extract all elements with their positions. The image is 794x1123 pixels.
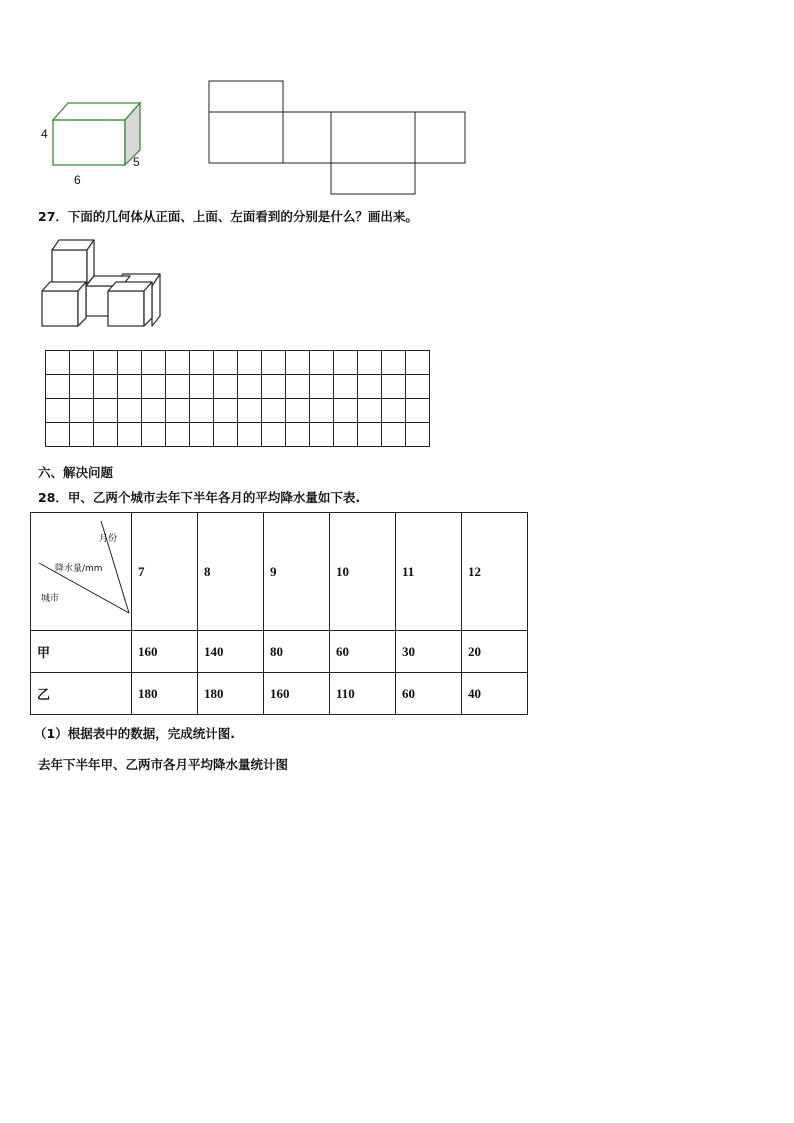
- city-cell: 乙: [31, 673, 132, 715]
- grid-cell[interactable]: [94, 351, 118, 375]
- grid-cell[interactable]: [358, 351, 382, 375]
- grid-cell[interactable]: [286, 375, 310, 399]
- grid-cell[interactable]: [142, 399, 166, 423]
- cube-top: [52, 250, 87, 284]
- grid-cell[interactable]: [70, 375, 94, 399]
- cuboid-figure: [40, 100, 150, 190]
- grid-cell[interactable]: [334, 423, 358, 447]
- header-rain-label: 降水量/mm: [55, 564, 103, 574]
- net-face-2: [283, 112, 331, 163]
- header-city-label: 城市: [41, 594, 60, 604]
- net-face-3: [331, 112, 415, 163]
- cube-stack-figure: [40, 238, 165, 330]
- rainfall-table: [30, 512, 528, 715]
- grid-cell[interactable]: [262, 423, 286, 447]
- grid-cell[interactable]: [94, 423, 118, 447]
- grid-cell[interactable]: [166, 423, 190, 447]
- cube-front-right: [108, 291, 144, 326]
- value-cell: 60: [396, 673, 462, 715]
- question-27: 27．下面的几何体从正面、上面、左面看到的分别是什么？画出来。: [38, 209, 418, 224]
- grid-cell[interactable]: [286, 351, 310, 375]
- grid-cell[interactable]: [214, 375, 238, 399]
- value-cell: 140: [198, 631, 264, 673]
- grid-cell[interactable]: [334, 399, 358, 423]
- grid-cell[interactable]: [166, 351, 190, 375]
- cuboid-front-face: [53, 120, 125, 165]
- grid-cell[interactable]: [262, 351, 286, 375]
- grid-cell[interactable]: [70, 399, 94, 423]
- month-cell: 8: [198, 513, 264, 631]
- net-face-bottom: [331, 163, 415, 194]
- value-cell: 40: [462, 673, 528, 715]
- grid-cell[interactable]: [382, 351, 406, 375]
- section-6-title: 六、解决问题: [38, 465, 114, 480]
- value-cell: 20: [462, 631, 528, 673]
- net-face-1: [209, 112, 283, 163]
- grid-cell[interactable]: [358, 375, 382, 399]
- grid-cell[interactable]: [286, 399, 310, 423]
- grid-cell[interactable]: [238, 375, 262, 399]
- grid-cell[interactable]: [94, 399, 118, 423]
- grid-cell[interactable]: [358, 423, 382, 447]
- grid-cell[interactable]: [46, 399, 70, 423]
- grid-cell[interactable]: [406, 351, 430, 375]
- grid-cell[interactable]: [118, 351, 142, 375]
- grid-cell[interactable]: [190, 399, 214, 423]
- grid-cell[interactable]: [238, 399, 262, 423]
- question-28: 28．甲、乙两个城市去年下半年各月的平均降水量如下表.: [38, 490, 361, 505]
- value-cell: 180: [198, 673, 264, 715]
- cube-front-left: [42, 291, 78, 326]
- grid-cell[interactable]: [382, 399, 406, 423]
- grid-cell[interactable]: [46, 351, 70, 375]
- grid-cell[interactable]: [262, 399, 286, 423]
- grid-cell[interactable]: [310, 351, 334, 375]
- grid-cell[interactable]: [142, 351, 166, 375]
- table-row: [31, 631, 528, 673]
- question-28-sub-1: （1）根据表中的数据，完成统计图.: [34, 726, 235, 741]
- grid-cell[interactable]: [262, 375, 286, 399]
- drawing-grid[interactable]: [45, 350, 431, 448]
- city-cell: 甲: [31, 631, 132, 673]
- grid-cell[interactable]: [142, 423, 166, 447]
- grid-cell[interactable]: [166, 399, 190, 423]
- grid-cell[interactable]: [310, 375, 334, 399]
- value-cell: 60: [330, 631, 396, 673]
- net-face-top: [209, 81, 283, 112]
- value-cell: 180: [132, 673, 198, 715]
- grid-cell[interactable]: [70, 351, 94, 375]
- cuboid-width-label: 5: [133, 155, 140, 169]
- grid-cell[interactable]: [118, 399, 142, 423]
- value-cell: 160: [264, 673, 330, 715]
- cuboid-net: [208, 80, 468, 196]
- grid-cell[interactable]: [166, 375, 190, 399]
- grid-cell[interactable]: [334, 375, 358, 399]
- grid-cell[interactable]: [406, 423, 430, 447]
- grid-cell[interactable]: [118, 423, 142, 447]
- grid-cell[interactable]: [142, 375, 166, 399]
- grid-cell[interactable]: [358, 399, 382, 423]
- header-month-label: 月份: [99, 534, 118, 544]
- grid-cell[interactable]: [382, 423, 406, 447]
- value-cell: 160: [132, 631, 198, 673]
- value-cell: 110: [330, 673, 396, 715]
- grid-cell[interactable]: [190, 423, 214, 447]
- cuboid-drawing: [40, 100, 150, 190]
- grid-cell[interactable]: [118, 375, 142, 399]
- grid-cell[interactable]: [334, 351, 358, 375]
- grid-cell[interactable]: [406, 399, 430, 423]
- grid-cell[interactable]: [310, 423, 334, 447]
- grid-cell[interactable]: [94, 375, 118, 399]
- grid-cell[interactable]: [214, 423, 238, 447]
- grid-cell[interactable]: [286, 423, 310, 447]
- chart-title: 去年下半年甲、乙两市各月平均降水量统计图: [38, 757, 289, 772]
- grid-cell[interactable]: [310, 399, 334, 423]
- cuboid-length-label: 6: [74, 173, 81, 187]
- grid-cell[interactable]: [190, 375, 214, 399]
- month-cell: 11: [396, 513, 462, 631]
- grid-cell[interactable]: [46, 423, 70, 447]
- grid-cell[interactable]: [214, 399, 238, 423]
- table-row: [31, 673, 528, 715]
- net-face-4: [415, 112, 465, 163]
- grid-cell[interactable]: [382, 375, 406, 399]
- grid-cell[interactable]: [70, 423, 94, 447]
- month-cell: 9: [264, 513, 330, 631]
- value-cell: 30: [396, 631, 462, 673]
- grid-cell[interactable]: [214, 351, 238, 375]
- grid-cell[interactable]: [238, 351, 262, 375]
- month-cell: 7: [132, 513, 198, 631]
- cuboid-height-label: 4: [41, 127, 48, 141]
- grid-cell[interactable]: [406, 375, 430, 399]
- grid-cell[interactable]: [46, 375, 70, 399]
- month-cell: 12: [462, 513, 528, 631]
- value-cell: 80: [264, 631, 330, 673]
- month-cell: 10: [330, 513, 396, 631]
- grid-cell[interactable]: [190, 351, 214, 375]
- grid-cell[interactable]: [238, 423, 262, 447]
- table-diagonal-header: [31, 513, 132, 631]
